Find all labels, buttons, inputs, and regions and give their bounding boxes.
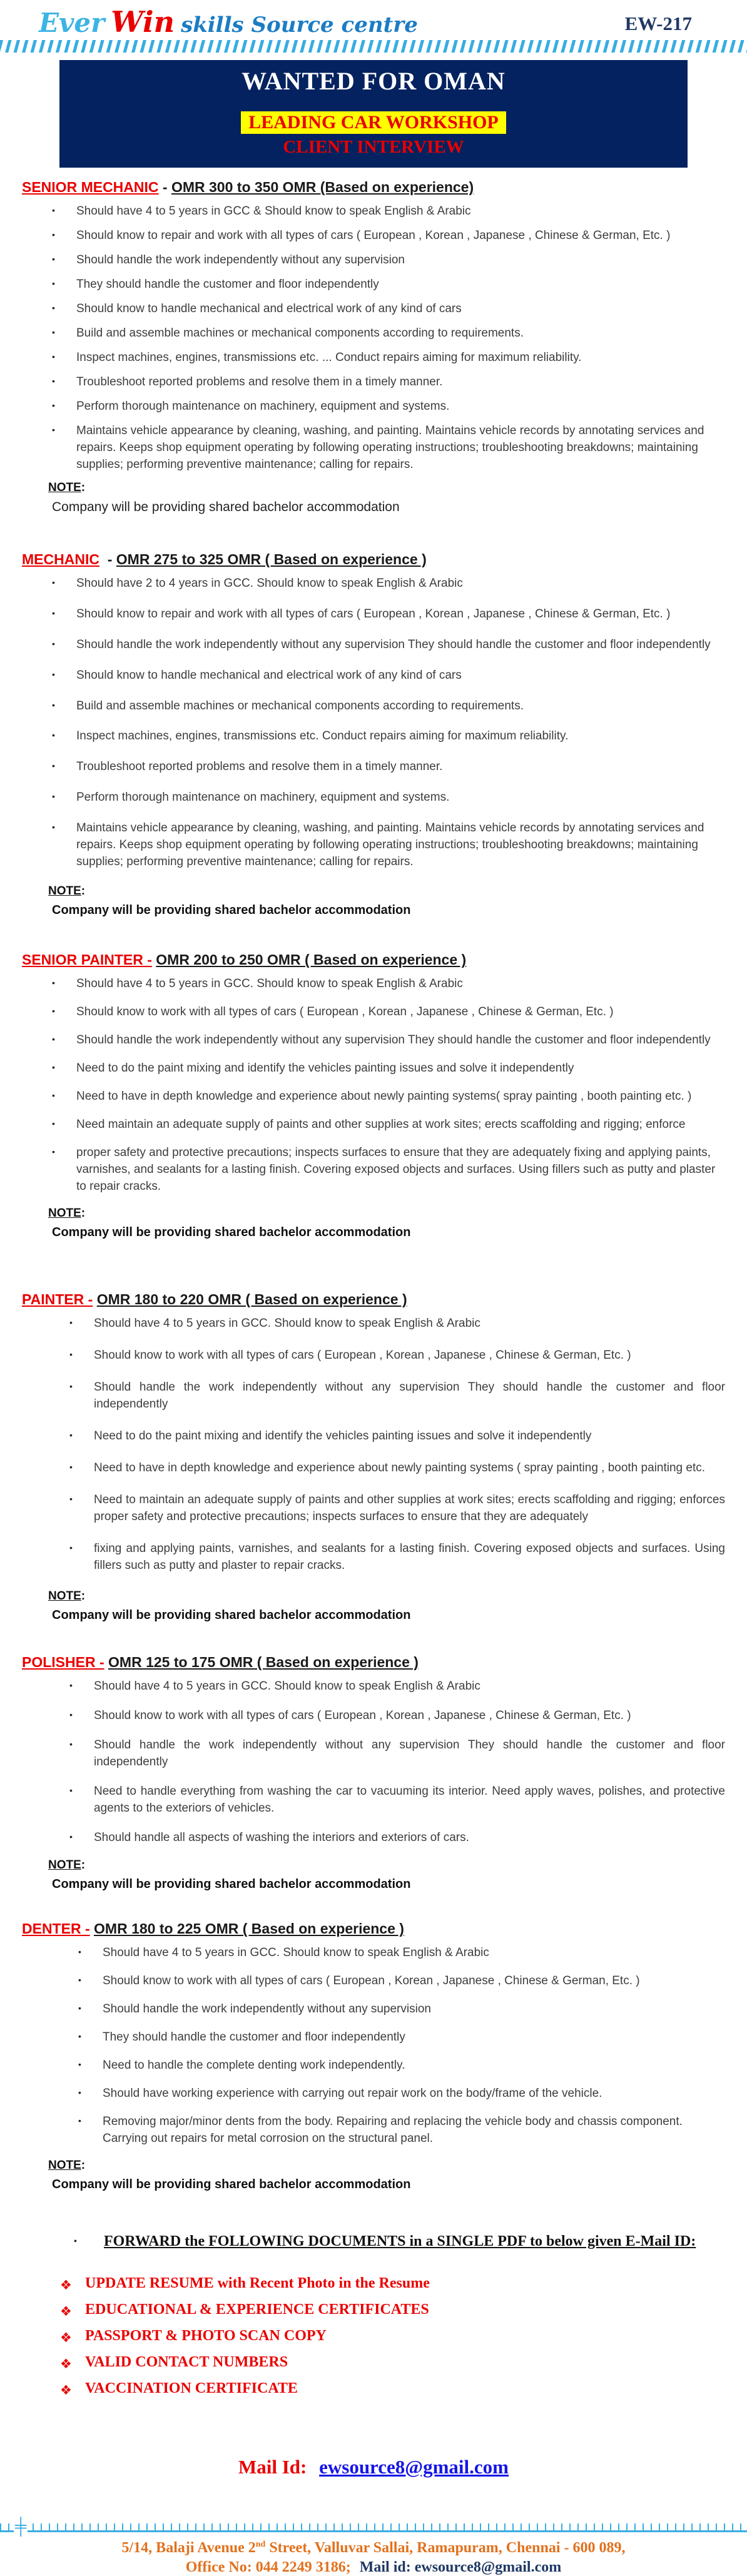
bullet-icon: •: [69, 1542, 73, 1553]
requirement-text: Should know to work with all types of cars ( European , Korean , Japanese , Chinese & German, Etc. ): [94, 1708, 631, 1722]
job-title: POLISHER -: [22, 1653, 104, 1670]
bullet-icon: •: [52, 730, 55, 741]
note-block: [22, 2159, 725, 2192]
note-label: NOTE: [48, 2159, 81, 2173]
requirement-item: [78, 2001, 725, 2018]
bullet-icon: •: [52, 327, 55, 337]
note-text: Company will be providing shared bachelor accommodation: [52, 499, 400, 514]
bullet-icon: •: [52, 822, 55, 833]
requirement-item: [52, 350, 725, 367]
bullet-icon: •: [78, 1975, 81, 1985]
bullet-icon: •: [52, 302, 55, 313]
requirement-item: [69, 1830, 725, 1847]
bullet-icon: •: [52, 761, 55, 771]
bullet-icon: •: [69, 1381, 73, 1391]
requirement-item: [52, 252, 725, 269]
requirement-list: [22, 976, 725, 1195]
requirement-text: Should have 4 to 5 years in GCC & Should know to speak English & Arabic: [76, 205, 471, 218]
document-item: [60, 2328, 747, 2346]
bullet-icon: •: [69, 1429, 73, 1440]
job-salary-range: OMR 180 to 220 OMR ( Based on experience ): [96, 1291, 407, 1307]
note-colon: :: [81, 885, 86, 898]
note-text: Company will be providing shared bachelor accommodation: [52, 1608, 411, 1622]
bullet-icon: •: [52, 1118, 55, 1129]
diamond-bullet-icon: ❖: [60, 2278, 72, 2293]
bullet-icon: •: [69, 1831, 73, 1842]
agency-logo: [39, 5, 418, 39]
requirement-item: [52, 606, 725, 623]
requirement-text: Inspect machines, engines, transmissions etc. ... Conduct repairs aiming for maximum reliability.: [76, 350, 582, 364]
requirement-text: proper safety and protective precautions; inspects surfaces to ensure that they are adequately fixing and applying paints, varnishes, and sealants for a lasting finish. Covering exposed objects and surfaces. Using fillers such as putty and plaster to repair cracks.: [76, 1146, 716, 1194]
requirement-text: Maintains vehicle appearance by cleaning, washing, and painting. Maintains vehicle records by annotating services and repairs. Keeps shop equipment operating by following operating instructions; troubleshooting breakdowns; maintaining supplies; performing preventive maintenance; calling for repairs.: [76, 821, 704, 869]
job-heading: [22, 951, 725, 968]
requirement-item: [52, 203, 725, 220]
logo-word-win: Win: [111, 5, 175, 39]
bullet-icon: •: [52, 229, 55, 240]
bullet-icon: •: [52, 1090, 55, 1101]
banner-subtitle-highlighted: LEADING CAR WORKSHOP: [241, 111, 506, 134]
requirement-item: [52, 276, 725, 293]
bullet-icon: •: [52, 791, 55, 802]
requirement-text: Need to have in depth knowledge and experience about newly painting systems( spray painting , booth painting etc. ): [76, 1090, 692, 1103]
decorative-stripe-bottom: [0, 2517, 747, 2536]
document-text: VACCINATION CERTIFICATE: [85, 2380, 298, 2397]
job-title: MECHANIC: [22, 550, 99, 567]
bullet-icon: •: [52, 1006, 55, 1017]
bullet-icon: •: [69, 1785, 73, 1795]
requirement-list: [22, 203, 725, 474]
requirement-text: Should handle the work independently without any supervision: [76, 253, 405, 266]
bullet-icon: •: [78, 2059, 81, 2070]
section-denter: [22, 1920, 725, 2192]
forward-documents-text: FORWARD the FOLLOWING DOCUMENTS in a SINGLE PDF to below given E-Mail ID:: [104, 2233, 696, 2250]
requirement-item: [69, 1379, 725, 1413]
requirement-list: [22, 1316, 725, 1575]
banner-subtitle-2: CLIENT INTERVIEW: [283, 137, 464, 157]
note-text: Company will be providing shared bachelor accommodation: [52, 2178, 411, 2192]
note-block: [22, 1207, 725, 1240]
requirement-list: [22, 1678, 725, 1847]
logo-word-rest: skills Source centre: [181, 13, 418, 38]
bullet-icon: •: [52, 577, 55, 587]
job-title: SENIOR MECHANIC: [22, 179, 159, 195]
requirement-list: [22, 1945, 725, 2148]
requirement-item: [52, 728, 725, 745]
note-label: NOTE: [48, 1589, 81, 1603]
bullet-icon: •: [69, 1680, 73, 1690]
requirement-text: Need to do the paint mixing and identify the vehicles painting issues and solve it independently: [76, 1062, 574, 1075]
requirement-item: [52, 576, 725, 592]
requirement-text: They should handle the customer and floor independently: [103, 2031, 405, 2044]
bullet-icon: •: [69, 1461, 73, 1472]
requirement-item: [69, 1492, 725, 1526]
requirement-text: Should know to handle mechanical and electrical work of any kind of cars: [76, 668, 462, 682]
requirement-item: [52, 374, 725, 391]
requirement-text: Should handle the work independently without any supervision They should handle the customer and floor independently: [76, 1033, 711, 1047]
requirement-text: Need to have in depth knowledge and experience about newly painting systems ( spray painting , booth painting etc.: [94, 1461, 706, 1474]
section-senior-mechanic: [22, 179, 725, 515]
document-item: [60, 2354, 747, 2372]
requirement-text: Should handle the work independently without any supervision They should handle the customer and floor independently: [94, 1380, 725, 1411]
requirement-item: [69, 1737, 725, 1771]
requirement-text: Should know to work with all types of cars ( European , Korean , Japanese , Chinese & German, Etc. ): [76, 1005, 614, 1019]
logo-word-ever: Ever: [39, 8, 105, 38]
diamond-bullet-icon: ❖: [60, 2383, 72, 2398]
requirement-item: [78, 2029, 725, 2046]
note-colon: :: [81, 2159, 86, 2173]
requirement-item: [52, 228, 725, 245]
bullet-icon: •: [74, 2237, 77, 2247]
page-header: [0, 0, 747, 38]
job-salary-range: OMR 180 to 225 OMR ( Based on experience ): [94, 1920, 404, 1937]
footer-address: [0, 2540, 747, 2557]
footer-address-part2: Street, Valluvar Sallai, Ramapuram, Chennai - 600 089,: [265, 2540, 626, 2557]
stripe-ornament-icon: ╪: [15, 2517, 27, 2536]
document-text: EDUCATIONAL & EXPERIENCE CERTIFICATES: [85, 2301, 429, 2318]
note-text: Company will be providing shared bachelor accommodation: [52, 1877, 411, 1892]
requirement-text: Removing major/minor dents from the body. Repairing and replacing the vehicle body and chassis component. Carrying out repairs for metal corrosion on the structural panel.: [103, 2115, 683, 2146]
requirement-text: Need to handle the complete denting work independently.: [103, 2059, 405, 2072]
requirement-text: Build and assemble machines or mechanical components according to requirements.: [76, 326, 524, 340]
diamond-bullet-icon: ❖: [60, 2305, 72, 2320]
requirement-item: [52, 698, 725, 715]
note-block: [22, 481, 725, 515]
requirement-item: [52, 1117, 725, 1133]
requirement-item: [52, 398, 725, 415]
job-salary-range: OMR 200 to 250 OMR ( Based on experience ): [156, 951, 467, 968]
requirement-text: Should have 2 to 4 years in GCC. Should know to speak English & Arabic: [76, 576, 463, 590]
requirement-item: [78, 2086, 725, 2102]
job-salary-range: OMR 300 to 350 OMR (Based on experience): [171, 179, 474, 195]
requirement-text: Should have 4 to 5 years in GCC. Should know to speak English & Arabic: [76, 977, 463, 991]
requirement-text: Troubleshoot reported problems and resolve them in a timely manner.: [76, 760, 443, 774]
section-painter: [22, 1291, 725, 1623]
requirement-item: [69, 1428, 725, 1445]
bullet-icon: •: [69, 1738, 73, 1749]
bullet-icon: •: [78, 1947, 81, 1957]
footer-mail-id: Mail id: ewsource8@gmail.com: [359, 2559, 562, 2576]
requirement-text: Should handle the work independently without any supervision: [103, 2002, 431, 2016]
email-link[interactable]: ewsource8@gmail.com: [319, 2456, 509, 2478]
note-block: [22, 1858, 725, 1892]
document-text: PASSPORT & PHOTO SCAN COPY: [85, 2328, 327, 2345]
requirement-text: Should know to handle mechanical and electrical work of any kind of cars: [76, 302, 462, 315]
bullet-icon: •: [52, 978, 55, 988]
bullet-icon: •: [52, 424, 55, 435]
section-polisher: [22, 1654, 725, 1892]
title-banner: [59, 60, 688, 168]
requirement-item: [69, 1541, 725, 1575]
requirement-text: Need to maintain an adequate supply of paints and other supplies at work sites; erects scaffolding and rigging; enforces proper safety and protective precautions; inspects surfaces to ensure that they are adequately: [94, 1493, 725, 1523]
requirement-item: [69, 1783, 725, 1817]
requirement-item: [52, 301, 725, 318]
bullet-icon: •: [78, 2003, 81, 2014]
note-text: Company will be providing shared bachelor accommodation: [52, 903, 411, 918]
requirement-text: Should have working experience with carrying out repair work on the body/frame of the vehicle.: [103, 2087, 602, 2101]
job-salary-range: OMR 125 to 175 OMR ( Based on experience ): [108, 1653, 419, 1670]
requirement-item: [78, 2057, 725, 2074]
bullet-icon: •: [52, 607, 55, 618]
note-label-line: [48, 481, 725, 495]
diamond-bullet-icon: ❖: [60, 2331, 72, 2346]
requirement-item: [52, 667, 725, 684]
bullet-icon: •: [52, 351, 55, 362]
page-footer: [0, 2517, 747, 2576]
job-heading: [22, 1654, 725, 1671]
note-label-line: [48, 1207, 725, 1220]
footer-address-ordinal: nd: [255, 2540, 266, 2550]
requirement-item: [52, 1088, 725, 1105]
job-heading: [22, 1291, 725, 1308]
job-heading: [22, 551, 725, 568]
requirement-text: fixing and applying paints, varnishes, and sealants for a lasting finish. Covering exposed objects and surfaces. Using fillers such as putty and plaster to repair cracks.: [94, 1541, 725, 1572]
note-label: NOTE: [48, 1207, 81, 1220]
requirement-item: [69, 1316, 725, 1332]
note-text: Company will be providing shared bachelor accommodation: [52, 1225, 411, 1239]
required-documents-list: [60, 2275, 747, 2398]
requirement-text: Should have 4 to 5 years in GCC. Should know to speak English & Arabic: [94, 1679, 480, 1693]
requirement-text: Should know to repair and work with all types of cars ( European , Korean , Japanese , Chinese & German, Etc. ): [76, 607, 671, 621]
banner-title: WANTED FOR OMAN: [241, 67, 506, 95]
document-item: [60, 2301, 747, 2320]
bullet-icon: •: [52, 699, 55, 710]
requirement-item: [52, 423, 725, 474]
job-sections: [0, 179, 747, 2192]
document-text: VALID CONTACT NUMBERS: [85, 2354, 288, 2371]
note-label: NOTE: [48, 480, 81, 494]
job-title: PAINTER -: [22, 1291, 93, 1307]
requirement-item: [78, 1973, 725, 1990]
requirement-text: Build and assemble machines or mechanical components according to requirements.: [76, 699, 524, 712]
document-item: [60, 2275, 747, 2293]
bullet-icon: •: [69, 1493, 73, 1504]
requirement-text: Perform thorough maintenance on machinery, equipment and systems.: [76, 791, 450, 804]
requirement-list: [22, 576, 725, 871]
forward-documents-line: [74, 2233, 725, 2250]
requirement-item: [52, 1060, 725, 1077]
requirement-text: They should handle the customer and floor independently: [76, 277, 379, 291]
requirement-item: [78, 2114, 725, 2148]
requirement-text: Need to handle everything from washing the car to vacuuming its interior. Need apply waves, polishes, and protective agents to the exteriors of vehicles.: [94, 1784, 725, 1815]
bullet-icon: •: [78, 2031, 81, 2042]
job-title: DENTER -: [22, 1920, 90, 1937]
requirement-text: Maintains vehicle appearance by cleaning, washing, and painting. Maintains vehicle records by annotating services and repairs. Keeps shop equipment operating by following operating instructions; troubleshooting breakdowns; maintaining supplies; performing preventive maintenance; calling for repairs.: [76, 423, 704, 471]
requirement-item: [69, 1678, 725, 1695]
bullet-icon: •: [78, 2116, 81, 2126]
requirement-text: Should know to work with all types of cars ( European , Korean , Japanese , Chinese & German, Etc. ): [103, 1974, 640, 1988]
requirement-item: [52, 325, 725, 342]
requirement-text: Need to do the paint mixing and identify the vehicles painting issues and solve it independently: [94, 1429, 592, 1443]
requirement-text: Should have 4 to 5 years in GCC. Should know to speak English & Arabic: [103, 1946, 489, 1960]
bullet-icon: •: [52, 400, 55, 410]
requirement-item: [52, 789, 725, 806]
note-colon: :: [81, 480, 86, 494]
requirement-text: Inspect machines, engines, transmissions etc. Conduct repairs aiming for maximum reliability.: [76, 729, 569, 743]
bullet-icon: •: [52, 1034, 55, 1045]
requirement-item: [78, 1945, 725, 1962]
job-title: SENIOR PAINTER -: [22, 951, 152, 968]
note-label-line: [48, 885, 725, 898]
mail-label: Mail Id:: [238, 2456, 307, 2478]
requirement-item: [52, 1004, 725, 1021]
job-heading: [22, 1920, 725, 1937]
bullet-icon: •: [52, 278, 55, 288]
document-text: UPDATE RESUME with Recent Photo in the Resume: [85, 2275, 430, 2292]
requirement-item: [69, 1460, 725, 1477]
bullet-icon: •: [52, 205, 55, 215]
job-heading-separator: -: [99, 550, 116, 567]
bullet-icon: •: [52, 1147, 55, 1157]
note-label: NOTE: [48, 1858, 81, 1872]
section-senior-painter: [22, 951, 725, 1240]
footer-contact-line: [0, 2559, 747, 2576]
bullet-icon: •: [52, 375, 55, 386]
bullet-icon: •: [69, 1349, 73, 1359]
footer-office-number: Office No: 044 2249 3186;: [185, 2559, 351, 2576]
requirement-item: [52, 1145, 725, 1195]
note-colon: :: [81, 1589, 86, 1603]
section-mechanic: [22, 551, 725, 918]
requirement-item: [52, 976, 725, 993]
requirement-text: Should handle all aspects of washing the interiors and exteriors of cars.: [94, 1830, 469, 1844]
requirement-text: Troubleshoot reported problems and resolve them in a timely manner.: [76, 375, 443, 388]
document-item: [60, 2380, 747, 2398]
bullet-icon: •: [52, 1062, 55, 1073]
note-block: [22, 1590, 725, 1623]
note-label-line: [48, 1858, 725, 1872]
requirement-text: Should handle the work independently without any supervision They should handle the customer and floor independently: [94, 1738, 725, 1768]
flyer-code: EW-217: [624, 13, 692, 34]
job-salary-range: OMR 275 to 325 OMR ( Based on experience ): [116, 550, 427, 567]
requirement-text: Should have 4 to 5 years in GCC. Should know to speak English & Arabic: [94, 1317, 480, 1330]
requirement-item: [52, 820, 725, 871]
requirement-text: Should handle the work independently without any supervision They should handle the customer and floor independently: [76, 637, 711, 651]
requirement-text: Need maintain an adequate supply of paints and other supplies at work sites; erects scaffolding and rigging; enforce: [76, 1118, 686, 1132]
note-label-line: [48, 1590, 725, 1603]
requirement-text: Perform thorough maintenance on machinery, equipment and systems.: [76, 399, 450, 413]
requirement-text: Should know to repair and work with all types of cars ( European , Korean , Japanese , Chinese & German, Etc. ): [76, 228, 671, 242]
bullet-icon: •: [52, 638, 55, 649]
bullet-icon: •: [69, 1317, 73, 1327]
bullet-icon: •: [52, 669, 55, 679]
bullet-icon: •: [78, 2087, 81, 2098]
note-label-line: [48, 2159, 725, 2173]
decorative-stripe-top: [0, 40, 747, 53]
requirement-item: [52, 759, 725, 776]
requirement-item: [52, 637, 725, 654]
requirement-item: [52, 1032, 725, 1049]
note-colon: :: [81, 1207, 86, 1220]
requirement-item: [69, 1347, 725, 1364]
diamond-bullet-icon: ❖: [60, 2357, 72, 2372]
requirement-text: Should know to work with all types of cars ( European , Korean , Japanese , Chinese & German, Etc. ): [94, 1348, 631, 1362]
job-heading-separator: -: [158, 179, 171, 195]
note-colon: :: [81, 1858, 86, 1872]
footer-address-part1: 5/14, Balaji Avenue 2: [121, 2540, 256, 2557]
note-label: NOTE: [48, 885, 81, 898]
mail-line: [0, 2456, 747, 2478]
bullet-icon: •: [69, 1709, 73, 1720]
note-block: [22, 885, 725, 918]
requirement-item: [69, 1708, 725, 1725]
job-heading: [22, 179, 725, 196]
bullet-icon: •: [52, 253, 55, 264]
